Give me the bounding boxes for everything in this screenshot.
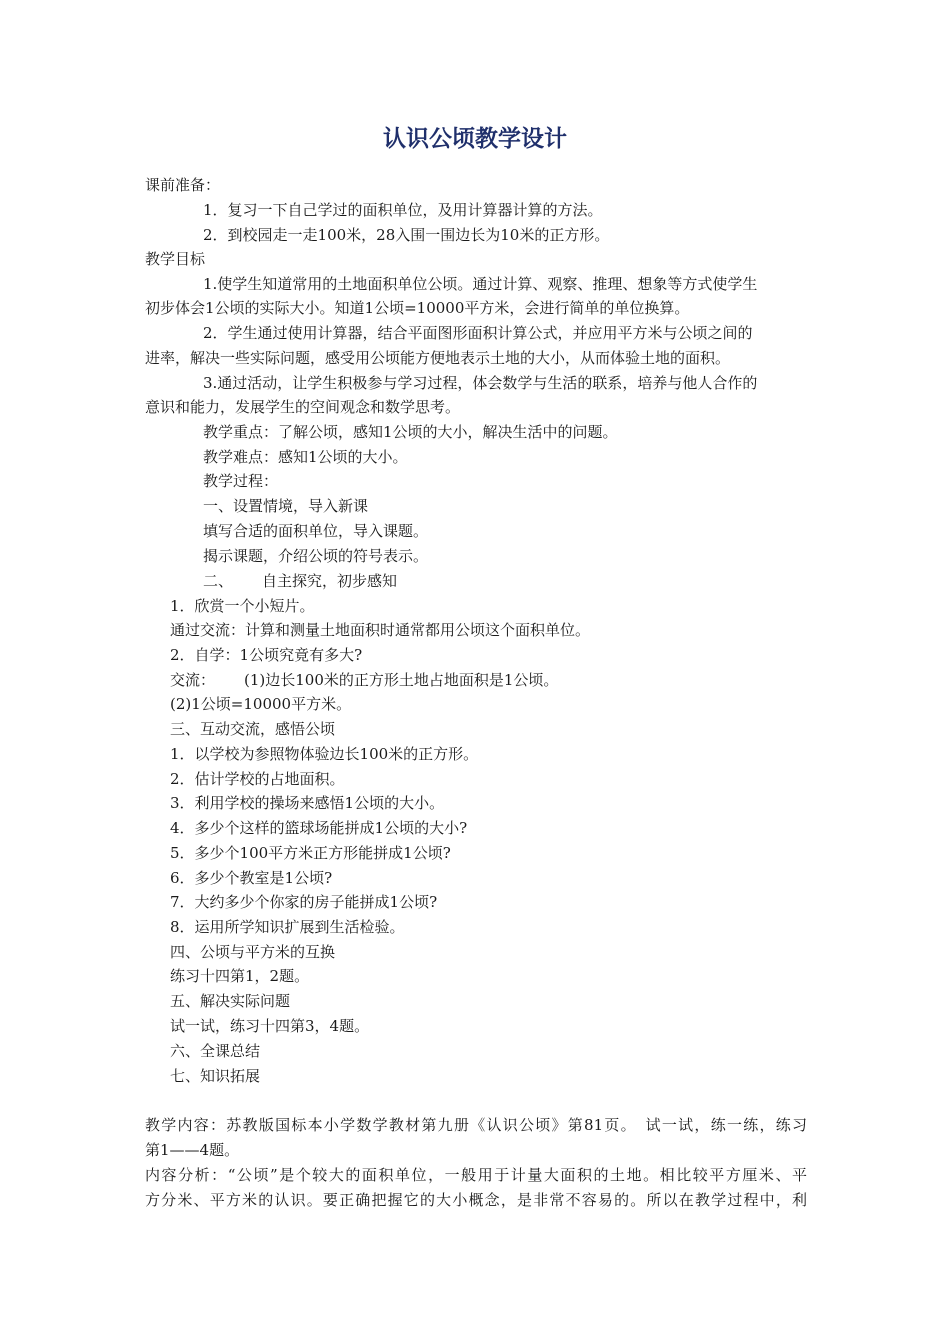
section-4-item: 练习十四第1，2题。 — [170, 967, 310, 985]
section-3-item-8: 8．运用所学知识扩展到生活检验。 — [170, 918, 405, 936]
section-3-item-2: 2．估计学校的占地面积。 — [170, 770, 345, 788]
section-2-item-2: 通过交流：计算和测量土地面积时通常都用公顷这个面积单位。 — [170, 621, 591, 639]
section-6-heading: 六、全课总结 — [170, 1042, 261, 1060]
section-2-exchange-label: 交流： — [170, 671, 216, 689]
section-7-heading: 七、知识拓展 — [170, 1067, 261, 1085]
goal-1-line-1: 1.使学生知道常用的土地面积单位公顷。通过计算、观察、推理、想象等方式使学生 — [203, 275, 758, 293]
section-3-heading: 三、互动交流，感悟公顷 — [170, 720, 336, 738]
analysis-line-2: 方分米、平方米的认识。要正确把握它的大小概念，是非常不容易的。所以在教学过程中，利 — [145, 1191, 807, 1209]
page-title: 认识公顷教学设计 — [383, 126, 567, 152]
goal-3-line-1: 3.通过活动，让学生积极参与学习过程，体会数学与生活的联系，培养与他人合作的 — [203, 374, 758, 392]
section-1-item-a: 填写合适的面积单位，导入课题。 — [203, 522, 429, 540]
goals-heading: 教学目标 — [145, 250, 206, 268]
content-line-2: 第1——4题。 — [145, 1141, 240, 1159]
section-2-exchange-text: (1)边长100米的正方形土地占地面积是1公顷。 — [244, 671, 559, 689]
section-2-item-1: 1．欣赏一个小短片。 — [170, 597, 315, 615]
key-point: 教学重点：了解公顷，感知1公顷的大小，解决生活中的问题。 — [203, 423, 618, 441]
prep-item-1: 1．复习一下自己学过的面积单位，及用计算器计算的方法。 — [203, 201, 603, 219]
prep-heading: 课前准备： — [145, 176, 221, 194]
section-3-item-4: 4．多少个这样的篮球场能拼成1公顷的大小? — [170, 819, 468, 837]
section-3-item-7: 7．大约多少个你家的房子能拼成1公顷? — [170, 893, 438, 911]
section-3-item-3: 3．利用学校的操场来感悟1公顷的大小。 — [170, 794, 445, 812]
goal-2-line-1: 2．学生通过使用计算器，结合平面图形面积计算公式，并应用平方米与公顷之间的 — [203, 324, 753, 342]
section-3-item-1: 1．以学校为参照物体验边长100米的正方形。 — [170, 745, 479, 763]
prep-item-2: 2．到校园走一走100米，28入围一围边长为10米的正方形。 — [203, 226, 610, 244]
goal-3-line-2: 意识和能力，发展学生的空间观念和数学思考。 — [145, 398, 461, 416]
section-5-item: 试一试，练习十四第3，4题。 — [170, 1017, 370, 1035]
section-2-item-5: (2)1公顷=10000平方米。 — [170, 695, 352, 713]
section-2-heading: 自主探究，初步感知 — [262, 572, 398, 590]
goal-1-line-2: 初步体会1公顷的实际大小。知道1公顷=10000平方米，会进行简单的单位换算。 — [145, 299, 690, 317]
section-3-item-5: 5．多少个100平方米正方形能拼成1公顷? — [170, 844, 451, 862]
section-1-item-b: 揭示课题，介绍公顷的符号表示。 — [203, 547, 429, 565]
content-line-1: 教学内容：苏教版国标本小学数学教材第九册《认识公顷》第81页。 试一试，练一练，练习 — [145, 1116, 807, 1134]
process-heading: 教学过程： — [203, 472, 279, 490]
section-1-heading: 一、设置情境，导入新课 — [203, 497, 369, 515]
section-5-heading: 五、解决实际问题 — [170, 992, 291, 1010]
goal-2-line-2: 进率，解决一些实际问题，感受用公顷能方便地表示土地的大小，从而体验土地的面积。 — [145, 349, 731, 367]
difficulty: 教学难点：感知1公顷的大小。 — [203, 448, 408, 466]
section-3-item-6: 6．多少个教室是1公顷? — [170, 869, 333, 887]
section-2-item-3: 2．自学：1公顷究竟有多大? — [170, 646, 363, 664]
section-2-number: 二、 — [203, 572, 234, 590]
analysis-line-1: 内容分析：“公顷”是个较大的面积单位，一般用于计量大面积的土地。相比较平方厘米、平 — [145, 1166, 807, 1184]
section-4-heading: 四、公顷与平方米的互换 — [170, 943, 336, 961]
